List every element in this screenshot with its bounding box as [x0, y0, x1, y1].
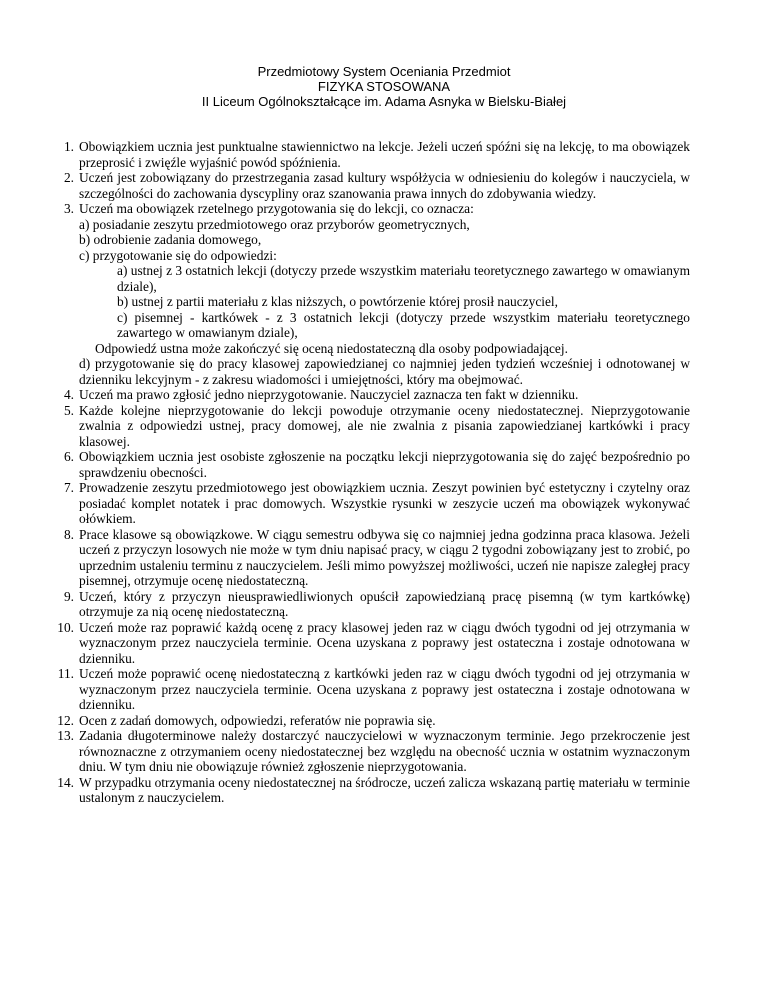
sub-sub-item-a: a) ustnej z 3 ostatnich lekcji (dotyczy przede wszystkim materiału teoretycznego zawartego w omawianym dziale),	[117, 263, 690, 294]
list-item: 5. Każde kolejne nieprzygotowanie do lekcji powoduje otrzymanie oceny niedostatecznej. Nieprzygotowanie zwalnia z odpowiedzi ustnej, pracy domowej, ale nie zwalnia z pisania zapowiedzianej kartkówki i pracy klasowej.	[63, 402, 690, 449]
list-item: 7. Prowadzenie zeszytu przedmiotowego jest obowiązkiem ucznia. Zeszyt powinien być estetyczny i czytelny oraz posiadać komplet notatek i prac domowych. Wszystkie rysunki w zeszycie uczeń ma obowiązek wykonywać ołówkiem.	[63, 480, 690, 526]
sub-item-d: d) przygotowanie się do pracy klasowej zapowiedzianej co najmniej jeden tydzień wcześniej i odnotowanej w dzienniku lekcyjnym - z zakresu wiadomości i umiejętności, który ma obejmować.	[79, 356, 690, 387]
list-item: 13. Zadania długoterminowe należy dostarczyć nauczycielowi w wyznaczonym terminie. Jego przekroczenie jest równoznaczne z otrzymaniem oceny niedostatecznej bez względu na obecność ucznia w ostatnim wyznaczonym dniu. W tym dniu nie obowiązuje również zgłoszenie nieprzygotowania.	[57, 728, 690, 774]
sub-item-a: a) posiadanie zeszytu przedmiotowego oraz przyborów geometrycznych,	[79, 216, 470, 232]
note: Odpowiedź ustna może zakończyć się oceną niedostateczną dla osoby podpowiadającej.	[95, 340, 568, 356]
list-item: 4. Uczeń ma prawo zgłosić jedno nieprzygotowanie. Nauczyciel zaznacza ten fakt w dzienniku.	[63, 387, 579, 402]
list-item: 8. Prace klasowe są obowiązkowe. W ciągu semestru odbywa się co najmniej jedna godzinna praca klasowa. Jeżeli uczeń z przyczyn losowych nie może w tym dniu napisać pracy, w ciągu 2 tygodni zobowiązany jest to zrobić, po uprzednim ustaleniu terminu z nauczycielem. Jeśli mimo powyższej możliwości, uczeń nie napisze zaległej pracy pisemnej, otrzymuje ocenę niedostateczną.	[63, 526, 690, 588]
list-item: 12. Ocen z zadań domowych, odpowiedzi, referatów nie poprawia się.	[57, 712, 436, 728]
list-item: 14. W przypadku otrzymania oceny niedostatecznej na śródrocze, uczeń zalicza wskazaną partię materiału w terminie ustalonym z nauczycielem.	[57, 774, 690, 805]
list-item: 1. Obowiązkiem ucznia jest punktualne stawiennictwo na lekcje. Jeżeli uczeń spóźni się na lekcję, to ma obowiązek przeprosić i zwięźle wyjaśnić powód spóźnienia.	[63, 139, 690, 170]
header-line-2: FIZYKA STOSOWANA	[317, 79, 451, 94]
list-item: 11. Uczeń może poprawić ocenę niedostateczną z kartkówki jeden raz w ciągu dwóch tygodni od jej otrzymania w wyznaczonym przez nauczyciela terminie. Ocena uzyskana z poprawy jest ostateczna i zostaje odnotowana w dzienniku.	[57, 666, 690, 712]
header-line-3: II Liceum Ogólnokształcące im. Adama Asnyka w Bielsku-Białej	[201, 94, 567, 109]
sub-sub-item-c: c) pisemnej - kartkówek - z 3 ostatnich lekcji (dotyczy przede wszystkim materiału teoretycznego zawartego w omawianym dziale),	[117, 309, 690, 340]
header-line-1: Przedmiotowy System Oceniania Przedmiot	[257, 64, 511, 79]
list-item: 10. Uczeń może raz poprawić każdą ocenę z pracy klasowej jeden raz w ciągu dwóch tygodni od jej otrzymania w wyznaczonym przez nauczyciela terminie. Ocena uzyskana z poprawy jest ostateczna i zostaje odnotowana w dzienniku.	[57, 619, 690, 666]
sub-item-b: b) odrobienie zadania domowego,	[79, 232, 262, 247]
list-item: 3. Uczeń ma obowiązek rzetelnego przygotowania się do lekcji, co oznacza: a) posiadanie zeszytu przedmiotowego oraz przyborów geometrycznych, b) odrobienie zadania domowego, c) przygotowanie się do odpowiedzi: a) ustnej z 3 ostatnich lekcji (dotyczy przede wszystkim materiału teoretycznego zawartego w omawianym dziale), b) ustnej z partii materiału z klas niższych, o powtórzenie której prosił nauczyciel, c) pisemnej - kartkówek - z 3 ostatnich lekcji (dotyczy przede wszystkim materiału teoretycznego zawartego w omawianym dziale), Odpowiedź ustna może zakończyć się oceną niedostateczną dla osoby podpowiadającej. d) przygotowanie się do pracy klasowej zapowiedzianej co najmniej jeden tydzień wcześniej i odnotowanej w dzienniku lekcyjnym - z zakresu wiadomości i umiejętności, który ma obejmować.	[63, 201, 690, 387]
sub-sub-item-b: b) ustnej z partii materiału z klas niższych, o powtórzenie której prosił nauczyciel,	[117, 294, 558, 309]
list-item: 9. Uczeń, który z przyczyn nieusprawiedliwionych opuścił zapowiedzianą pracę pisemną (w tym kartkówkę) otrzymuje za nią ocenę niedostateczną.	[63, 588, 690, 619]
sub-item-c: c) przygotowanie się do odpowiedzi:	[79, 247, 277, 263]
document-header	[0, 64, 768, 109]
list-item: 2. Uczeń jest zobowiązany do przestrzegania zasad kultury współżycia w odniesieniu do kolegów i nauczyciela, w szczególności do zachowania dyscypliny oraz szanowania prawa innych do zdobywania wiedzy.	[63, 170, 690, 201]
list-item: 6. Obowiązkiem ucznia jest osobiste zgłoszenie na początku lekcji nieprzygotowania się do zajęć bezpośrednio po sprawdzeniu obecności.	[63, 449, 690, 480]
rules-list	[57, 139, 690, 806]
